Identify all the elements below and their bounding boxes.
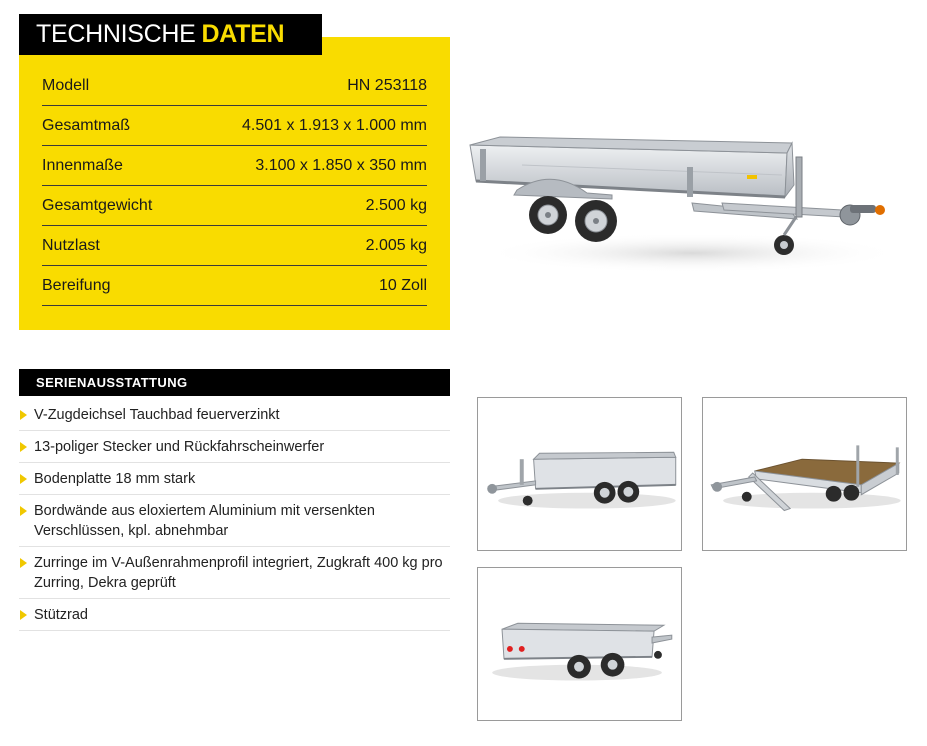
feature-text: Bodenplatte 18 mm stark [34,471,196,487]
spec-row [42,146,427,186]
list-item [19,463,450,495]
feature-text: V-Zugdeichsel Tauchbad feuerverzinkt [34,407,280,423]
spec-row [42,186,427,226]
triangle-bullet-icon [20,474,27,484]
spec-table [42,66,427,306]
feature-text: Bordwände aus eloxiertem Aluminium mit versenkten Verschlüssen, kpl. abnehmbar [34,503,375,539]
spec-row [42,226,427,266]
spec-label: Nutzlast [42,236,100,254]
spec-row [42,266,427,306]
spec-label: Modell [42,76,90,94]
list-item [19,495,450,547]
feature-text: Stützrad [34,607,88,623]
triangle-bullet-icon [20,610,27,620]
spec-title-bold: DATEN [201,20,285,48]
triangle-bullet-icon [20,558,27,568]
spec-value: 10 Zoll [378,276,427,294]
triangle-bullet-icon [20,410,27,420]
trailer-main-photo [462,125,907,285]
list-item [19,547,450,599]
trailer-rear-thumbnail[interactable] [477,567,682,721]
list-item [19,431,450,463]
spec-label: Gesamtgewicht [42,196,153,214]
spec-label: Bereifung [42,276,111,294]
spec-value: 2.005 kg [365,236,427,254]
spec-value: 2.500 kg [365,196,427,214]
feature-text: Zurringe im V-Außenrahmenprofil integriert, Zugkraft 400 kg pro Zurring, Dekra geprüft [34,555,443,591]
triangle-bullet-icon [20,442,27,452]
spec-value: 3.100 x 1.850 x 350 mm [255,156,427,174]
trailer-tilted-open-thumbnail[interactable] [702,397,907,551]
spec-label: Innenmaße [42,156,123,174]
spec-row [42,106,427,146]
list-item [19,599,450,631]
trailer-side-thumbnail[interactable] [477,397,682,551]
feature-text: 13-poliger Stecker und Rückfahrscheinwerfer [34,439,325,455]
list-item [19,399,450,431]
features-title: SERIENAUSSTATTUNG [19,369,450,396]
spec-title [19,14,322,55]
spec-row [42,66,427,106]
features-list [19,399,450,631]
spec-title-light: TECHNISCHE [36,20,196,48]
triangle-bullet-icon [20,506,27,516]
spec-value: HN 253118 [347,76,427,94]
spec-value: 4.501 x 1.913 x 1.000 mm [242,116,427,134]
spec-label: Gesamtmaß [42,116,131,134]
